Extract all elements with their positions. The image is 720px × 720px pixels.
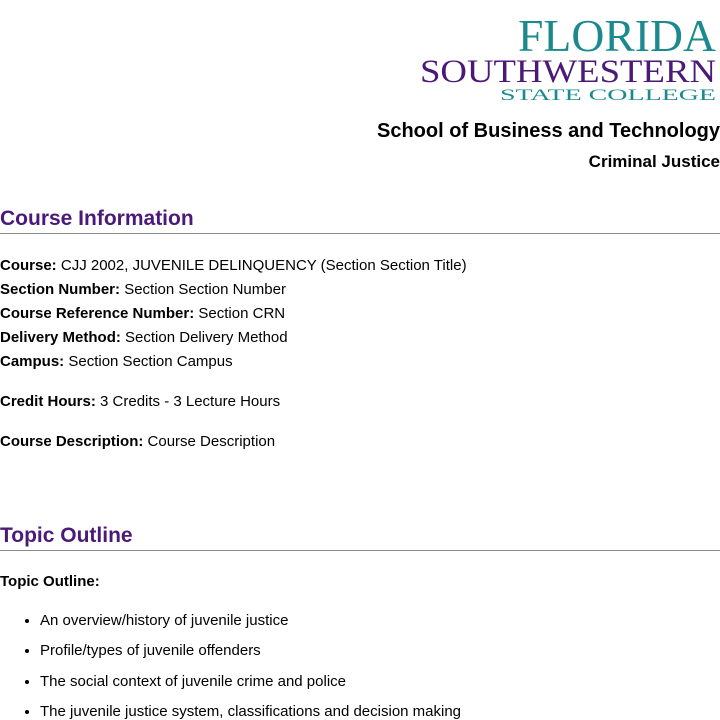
college-logo — [420, 10, 718, 102]
campus-line — [0, 353, 233, 371]
list-item: • An overview/history of juvenile justice — [40, 612, 461, 642]
campus-value: Section Section Campus — [68, 353, 233, 370]
svg-text:FLORIDA: FLORIDA — [518, 10, 716, 61]
school-name: School of Business and Technology — [377, 120, 720, 142]
department-name: Criminal Justice — [588, 152, 720, 171]
delivery-method-label: Delivery Method: — [0, 329, 121, 346]
crn-label: Course Reference Number: — [0, 305, 195, 322]
course-information-heading: Course Information — [0, 206, 720, 234]
course-value: CJJ 2002, JUVENILE DELINQUENCY (Section Section Title) — [60, 257, 467, 274]
topic-outline-heading: Topic Outline — [0, 523, 720, 551]
svg-text:STATE COLLEGE: STATE COLLEGE — [500, 87, 716, 102]
section-number-label: Section Number: — [0, 281, 121, 298]
crn-line — [0, 305, 285, 323]
credit-hours-value: 3 Credits - 3 Lecture Hours — [100, 393, 281, 410]
list-item: • Profile/types of juvenile offenders — [40, 642, 461, 672]
campus-label: Campus: — [0, 353, 65, 370]
crn-value: Section CRN — [198, 305, 286, 322]
section-number-value: Section Section Number — [124, 281, 286, 298]
section-number-line — [0, 281, 286, 299]
svg-text:SOUTHWESTERN: SOUTHWESTERN — [420, 54, 717, 90]
course-description-label: Course Description: — [0, 433, 144, 450]
course-line — [0, 257, 467, 275]
list-item: • The juvenile justice system, classifications and decision making — [40, 703, 461, 720]
delivery-method-line — [0, 329, 288, 347]
credit-hours-line — [0, 393, 280, 411]
course-label: Course: — [0, 257, 57, 274]
credit-hours-label: Credit Hours: — [0, 393, 96, 410]
course-description-value: Course Description — [147, 433, 276, 450]
list-item: • The social context of juvenile crime and police — [40, 673, 461, 703]
topic-list — [0, 612, 461, 720]
course-description-line — [0, 433, 275, 451]
topic-outline-label: Topic Outline: — [0, 573, 100, 590]
delivery-method-value: Section Delivery Method — [125, 329, 288, 346]
